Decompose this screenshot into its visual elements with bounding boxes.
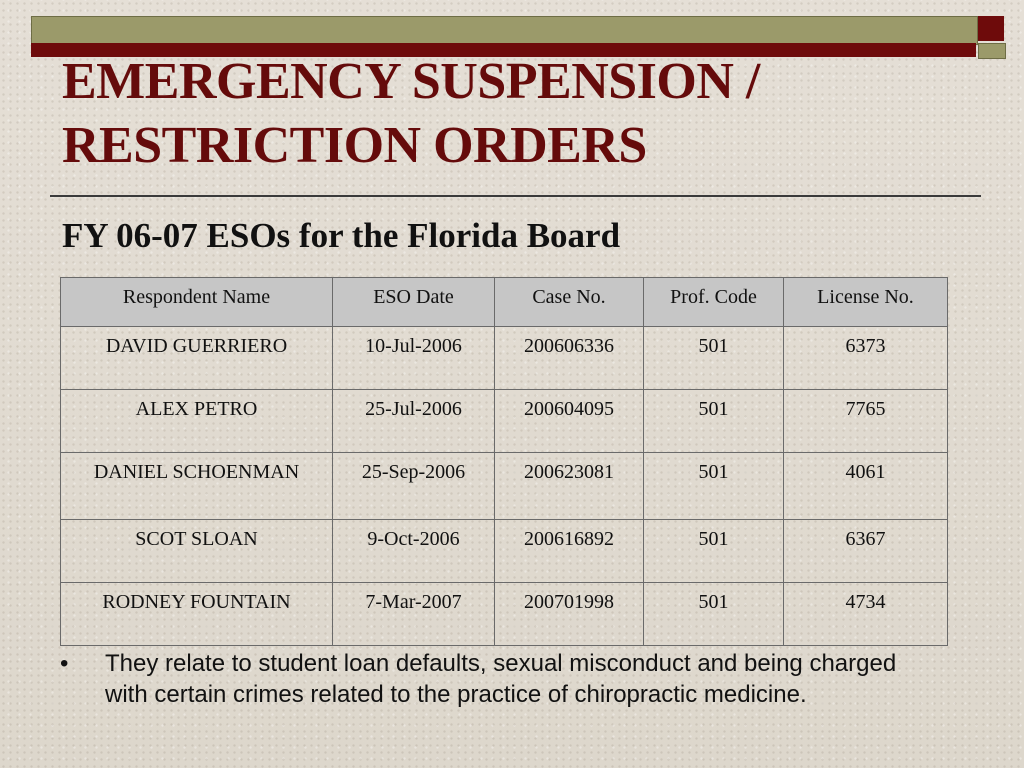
case-no-cell: 200701998 <box>495 583 644 646</box>
table-row <box>61 453 948 520</box>
eso-date-cell: 7-Mar-2007 <box>333 583 495 646</box>
table-row <box>61 390 948 453</box>
header-olive-bar <box>31 16 978 45</box>
table-row <box>61 327 948 390</box>
slide-title <box>62 50 760 178</box>
table-header-row <box>61 278 948 327</box>
column-header-eso-date: ESO Date <box>333 278 495 327</box>
respondent-name-cell: RODNEY FOUNTAIN <box>61 583 333 646</box>
bullet-marker: • <box>60 650 69 677</box>
respondent-name-cell: ALEX PETRO <box>61 390 333 453</box>
eso-table <box>60 277 948 646</box>
prof-code-cell: 501 <box>644 583 784 646</box>
case-no-cell: 200606336 <box>495 327 644 390</box>
corner-olive-square <box>978 43 1006 59</box>
bullet-text: They relate to student loan defaults, sexual misconduct and being charged with certain crimes related to the practice of chiropractic medicine. <box>105 650 897 708</box>
respondent-name-cell: SCOT SLOAN <box>61 520 333 583</box>
title-divider <box>50 195 981 197</box>
eso-date-cell: 10-Jul-2006 <box>333 327 495 390</box>
respondent-name-cell: DAVID GUERRIERO <box>61 327 333 390</box>
column-header-license-no: License No. <box>784 278 948 327</box>
respondent-name-cell: DANIEL SCHOENMAN <box>61 453 333 520</box>
license-no-cell: 7765 <box>784 390 948 453</box>
case-no-cell: 200604095 <box>495 390 644 453</box>
eso-date-cell: 25-Jul-2006 <box>333 390 495 453</box>
license-no-cell: 6367 <box>784 520 948 583</box>
license-no-cell: 4734 <box>784 583 948 646</box>
column-header-prof-code: Prof. Code <box>644 278 784 327</box>
column-header-respondent-name: Respondent Name <box>61 278 333 327</box>
bullet-item <box>60 648 920 710</box>
prof-code-cell: 501 <box>644 520 784 583</box>
slide-title-line-1: EMERGENCY SUSPENSION / <box>62 53 760 110</box>
prof-code-cell: 501 <box>644 453 784 520</box>
case-no-cell: 200623081 <box>495 453 644 520</box>
table-row <box>61 583 948 646</box>
eso-date-cell: 25-Sep-2006 <box>333 453 495 520</box>
slide-subtitle: FY 06-07 ESOs for the Florida Board <box>62 216 621 255</box>
eso-date-cell: 9-Oct-2006 <box>333 520 495 583</box>
license-no-cell: 6373 <box>784 327 948 390</box>
case-no-cell: 200616892 <box>495 520 644 583</box>
corner-maroon-square <box>978 16 1004 41</box>
column-header-case-no: Case No. <box>495 278 644 327</box>
prof-code-cell: 501 <box>644 390 784 453</box>
prof-code-cell: 501 <box>644 327 784 390</box>
license-no-cell: 4061 <box>784 453 948 520</box>
table-row <box>61 520 948 583</box>
slide-title-line-2: RESTRICTION ORDERS <box>62 117 647 174</box>
